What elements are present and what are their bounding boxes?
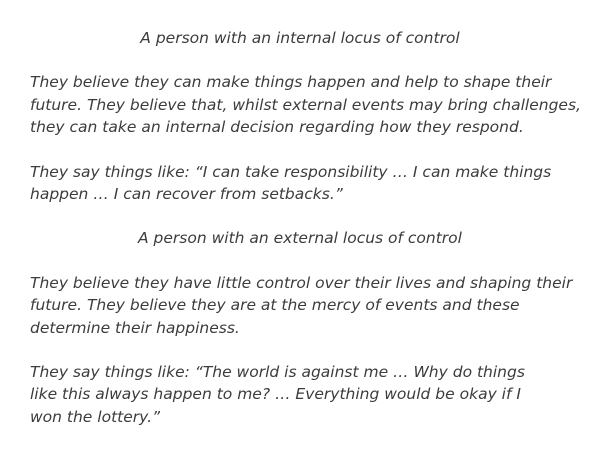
paragraph-internal-sayings: [30, 161, 580, 206]
text-line: future. They believe that, whilst external events may bring challenges,: [30, 95, 581, 114]
section-heading-internal-locus: A person with an internal locus of control: [140, 29, 460, 47]
text-line: determine their happiness.: [30, 318, 240, 337]
text-line: They say things like: “I can take responsibility … I can make things: [30, 162, 552, 181]
text-line: like this always happen to me? … Everything would be okay if I: [30, 385, 521, 404]
text-line: future. They believe they are at the mercy of events and these: [30, 296, 520, 315]
text-line: they can take an internal decision regarding how they respond.: [30, 118, 524, 137]
text-line: They say things like: “The world is against me … Why do things: [30, 363, 525, 382]
paragraph-internal-beliefs: [30, 71, 580, 138]
text-line: They believe they can make things happen and help to shape their: [30, 73, 552, 92]
text-line: won the lottery.”: [30, 407, 161, 426]
text-line: happen … I can recover from setbacks.”: [30, 185, 343, 204]
section-heading-external-locus: A person with an external locus of control: [138, 229, 462, 248]
text-line: They believe they have little control over their lives and shaping their: [30, 273, 573, 292]
paragraph-external-beliefs: [30, 272, 580, 339]
paragraph-external-sayings: [30, 361, 580, 428]
